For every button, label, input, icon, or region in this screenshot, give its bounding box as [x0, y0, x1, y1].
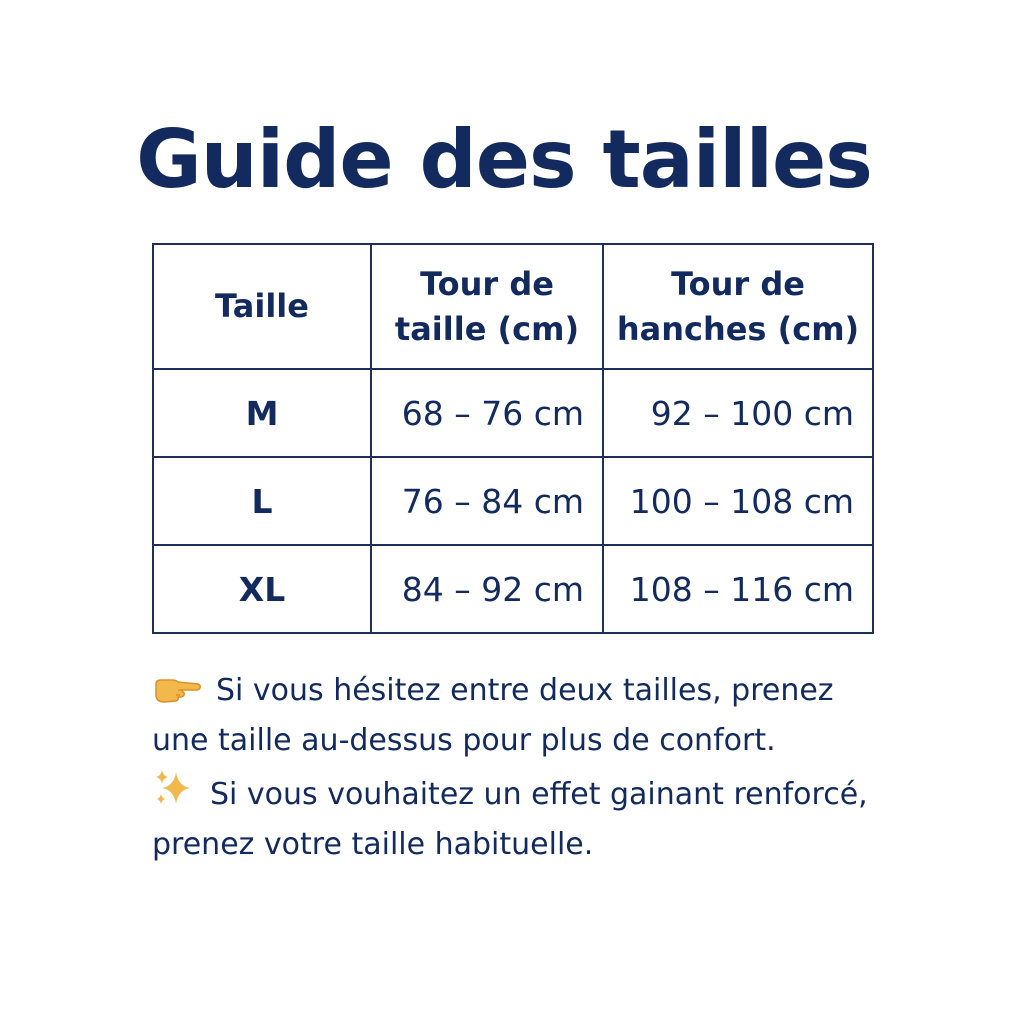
table-row [153, 369, 873, 457]
note-shapewear-advice-text: Si vous vouhaitez un effet gainant renforcé, prenez votre taille habituelle. [152, 777, 868, 862]
size-cell: XL [153, 545, 371, 633]
hip-cell: 108 – 116 cm [603, 545, 873, 633]
note-size-advice [152, 668, 892, 764]
header-hip-line2: hanches (cm) [616, 309, 860, 348]
waist-cell: 68 – 76 cm [371, 369, 603, 457]
table-row [153, 457, 873, 545]
header-waist [371, 244, 603, 369]
sparkles-icon [152, 768, 196, 822]
table-row [153, 545, 873, 633]
size-table [152, 243, 874, 634]
header-hip-line1: Tour de [671, 264, 805, 303]
header-size-label: Taille [215, 287, 309, 325]
page-title: Guide des tailles [136, 113, 872, 206]
note-shapewear-advice [152, 768, 892, 868]
hip-cell: 92 – 100 cm [603, 369, 873, 457]
header-size [153, 244, 371, 369]
hip-cell: 100 – 108 cm [603, 457, 873, 545]
waist-cell: 76 – 84 cm [371, 457, 603, 545]
header-waist-line2: taille (cm) [394, 309, 580, 348]
note-size-advice-text: Si vous hésitez entre deux tailles, prenez une taille au-dessus pour plus de confort. [152, 673, 834, 758]
size-cell: M [153, 369, 371, 457]
size-cell: L [153, 457, 371, 545]
header-hip [603, 244, 873, 369]
table-header-row [153, 244, 873, 369]
header-waist-line1: Tour de [420, 264, 554, 303]
pointing-hand-icon [152, 672, 202, 718]
waist-cell: 84 – 92 cm [371, 545, 603, 633]
